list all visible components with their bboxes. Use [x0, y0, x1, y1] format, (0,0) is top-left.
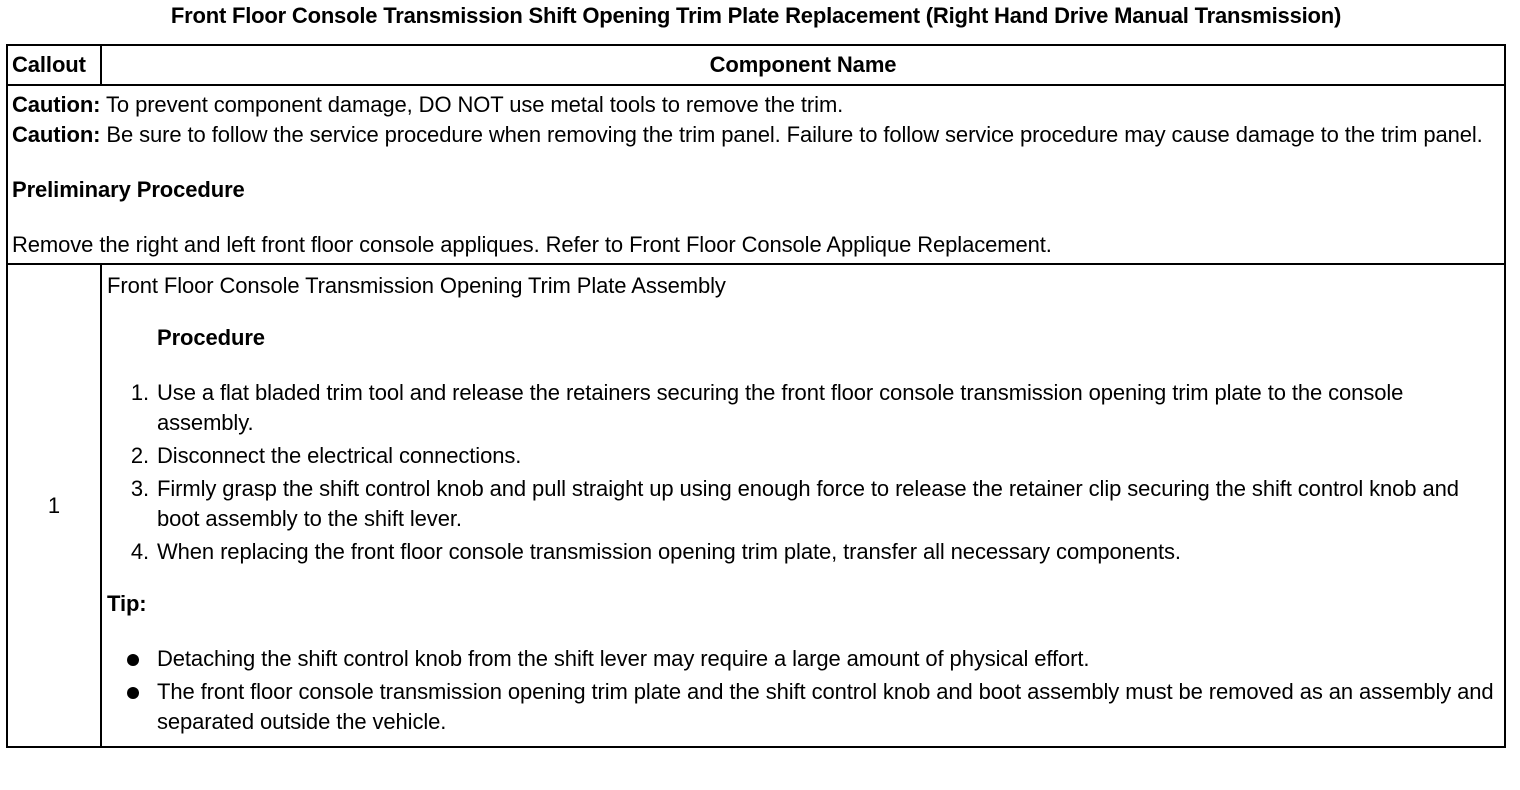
bullet-icon	[127, 687, 139, 699]
procedure-table	[6, 44, 1506, 748]
table-row	[7, 264, 1505, 747]
preliminary-text: Remove the right and left front floor console appliques. Refer to Front Floor Console Applique Replacement.	[12, 232, 1052, 257]
procedure-step	[107, 441, 1498, 471]
step-number: 4.	[130, 539, 149, 564]
tip-label: Tip:	[107, 591, 147, 616]
notes-cell	[7, 85, 1505, 264]
caution-label: Caution:	[12, 92, 101, 117]
tip-item	[107, 677, 1498, 737]
step-number: 3.	[130, 476, 149, 501]
step-text: Use a flat bladed trim tool and release the retainers securing the front floor console transmission opening trim plate to the console assembly.	[157, 380, 1404, 435]
procedure-steps	[107, 378, 1498, 567]
table-header-row	[7, 45, 1505, 85]
procedure-step	[107, 474, 1498, 534]
caution-note	[12, 90, 1500, 120]
procedure-heading: Procedure	[157, 325, 265, 350]
column-header-component-name: Component Name	[101, 45, 1505, 85]
tip-text: Detaching the shift control knob from the shift lever may require a large amount of physical effort.	[157, 646, 1090, 671]
step-text: Firmly grasp the shift control knob and pull straight up using enough force to release the retainer clip securing the shift control knob and boot assembly to the shift lever.	[157, 476, 1459, 531]
tip-item	[107, 644, 1498, 674]
spacer	[12, 150, 1500, 175]
column-header-callout: Callout	[7, 45, 101, 85]
tip-list	[107, 644, 1498, 737]
notes-row	[7, 85, 1505, 264]
step-number: 2.	[130, 443, 149, 468]
step-text: Disconnect the electrical connections.	[157, 443, 522, 468]
step-number: 1.	[130, 380, 149, 405]
preliminary-heading: Preliminary Procedure	[12, 177, 245, 202]
component-cell	[101, 264, 1505, 747]
spacer	[12, 205, 1500, 230]
caution-label: Caution:	[12, 122, 101, 147]
callout-number: 1	[7, 264, 101, 747]
caution-text: To prevent component damage, DO NOT use metal tools to remove the trim.	[100, 92, 844, 117]
tip-text: The front floor console transmission opening trim plate and the shift control knob and boot assembly must be removed as an assembly and separated outside the vehicle.	[157, 679, 1494, 734]
component-name: Front Floor Console Transmission Opening Trim Plate Assembly	[107, 273, 726, 298]
procedure-step	[107, 378, 1498, 438]
step-text: When replacing the front floor console transmission opening trim plate, transfer all necessary components.	[157, 539, 1181, 564]
procedure-step	[107, 537, 1498, 567]
bullet-icon	[127, 654, 139, 666]
caution-text: Be sure to follow the service procedure when removing the trim panel. Failure to follow service procedure may cause damage to the trim panel.	[100, 122, 1483, 147]
caution-note	[12, 120, 1500, 150]
page-title: Front Floor Console Transmission Shift Opening Trim Plate Replacement (Right Hand Drive Manual Transmission)	[170, 3, 1342, 28]
